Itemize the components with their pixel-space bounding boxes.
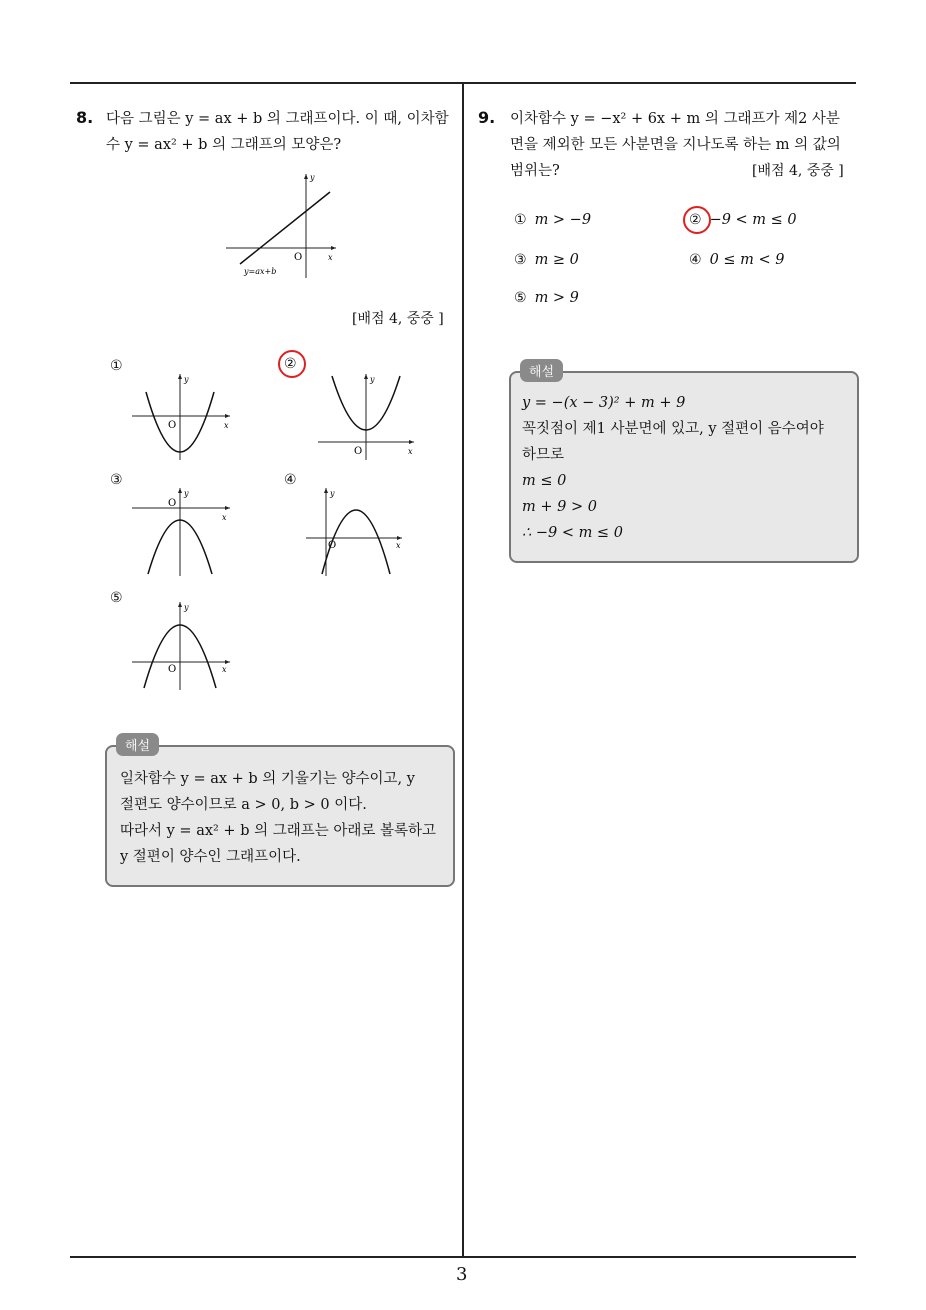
choice-1-y-label: y (184, 375, 189, 384)
choice-5-origin: O (168, 664, 177, 675)
q8-choice-2-graph[interactable] (316, 370, 420, 462)
question-9-line-1: 이차함수 y = −x² + 6x + m 의 그래프가 제2 사분 (510, 111, 840, 127)
question-8-line-2: 수 y = ax² + b 의 그래프의 모양은? (106, 137, 342, 153)
q8-choice-4-mark: ④ (284, 472, 297, 488)
q8-choice-5-mark: ⑤ (110, 590, 123, 606)
question-8-solution-tag: 해설 (116, 733, 159, 756)
q9-choice-2-text: −9 < m ≤ 0 (709, 212, 797, 228)
q9-choice-1-text: m > −9 (534, 212, 592, 228)
q9-choice-1[interactable] (514, 212, 591, 228)
q9-choice-4[interactable] (689, 252, 785, 268)
q9-choice-4-text: 0 ≤ m < 9 (709, 252, 785, 268)
q9-choice-2[interactable] (689, 212, 797, 228)
question-9-score: [배점 4, 중중 ] (752, 163, 844, 179)
q9-solution-line-4: m ≤ 0 (522, 473, 567, 489)
q8-choice-4-graph[interactable] (304, 486, 408, 578)
q8-solution-line-4: y 절편이 양수인 그래프이다. (120, 849, 301, 865)
choice-4-origin: O (328, 540, 337, 551)
q9-choice-3[interactable] (514, 252, 579, 268)
linear-graph-x-label: x (328, 253, 333, 262)
q8-solution-line-2: 절편도 양수이므로 a > 0, b > 0 이다. (120, 797, 367, 813)
question-8-line-1: 다음 그림은 y = ax + b 의 그래프이다. 이 때, 이차함 (106, 111, 449, 127)
choice-5-y-label: y (184, 603, 189, 612)
q8-choice-2-mark: ② (284, 356, 297, 372)
q8-choice-5-graph[interactable] (130, 600, 236, 692)
q8-choice-1-graph[interactable] (130, 370, 236, 462)
choice-1-x-label: x (224, 421, 229, 430)
linear-graph-line-label: y=ax+b (244, 267, 277, 276)
q9-solution-line-6: ∴ −9 < m ≤ 0 (522, 525, 623, 541)
choice-1-origin: O (168, 420, 177, 431)
q8-choice-3-mark: ③ (110, 472, 123, 488)
question-8-score: [배점 4, 중중 ] (352, 311, 444, 327)
column-divider (462, 82, 464, 1257)
q9-solution-line-2: 꼭짓점이 제1 사분면에 있고, y 절편이 음수여야 (522, 421, 824, 437)
choice-2-y-label: y (370, 375, 375, 384)
question-9-solution-tag: 해설 (520, 359, 563, 382)
q8-choice-3-graph[interactable] (130, 486, 236, 578)
choice-2-x-label: x (408, 447, 413, 456)
question-8-linear-graph (222, 168, 342, 284)
q9-choice-1-mark: ① (514, 212, 527, 228)
choice-3-y-label: y (184, 489, 189, 498)
q9-choice-5[interactable] (514, 290, 579, 306)
q9-choice-5-mark: ⑤ (514, 290, 527, 306)
question-8-solution-text (120, 766, 446, 870)
linear-graph-y-label: y (310, 173, 315, 182)
q8-solution-line-1: 일차함수 y = ax + b 의 기울기는 양수이고, y (120, 771, 415, 787)
question-8-number: 8. (76, 108, 94, 127)
q8-choice-1-mark: ① (110, 358, 123, 374)
q9-choice-4-mark: ④ (689, 252, 702, 268)
choice-3-x-label: x (222, 513, 227, 522)
page-number: 3 (456, 1264, 468, 1285)
q9-solution-line-5: m + 9 > 0 (522, 499, 597, 515)
question-9-line-3: 범위는? (510, 163, 560, 179)
bottom-rule (70, 1256, 856, 1258)
q9-choice-3-mark: ③ (514, 252, 527, 268)
linear-graph-origin: O (294, 252, 303, 263)
q9-solution-line-1: y = −(x − 3)² + m + 9 (522, 395, 686, 411)
q9-choice-2-mark: ② (689, 212, 702, 228)
question-9-number: 9. (478, 108, 496, 127)
q9-choice-3-text: m ≥ 0 (534, 252, 579, 268)
choice-4-y-label: y (330, 489, 335, 498)
choice-3-origin: O (168, 498, 177, 509)
question-8-text (106, 106, 456, 158)
choice-2-origin: O (354, 446, 363, 457)
q9-solution-line-3: 하므로 (522, 447, 565, 463)
q8-solution-line-3: 따라서 y = ax² + b 의 그래프는 아래로 볼록하고 (120, 823, 436, 839)
choice-4-x-label: x (396, 541, 401, 550)
q9-choice-5-text: m > 9 (534, 290, 579, 306)
question-9-line-2: 면을 제외한 모든 사분면을 지나도록 하는 m 의 값의 (510, 137, 841, 153)
choice-5-x-label: x (222, 665, 227, 674)
question-9-solution-text (522, 390, 848, 546)
